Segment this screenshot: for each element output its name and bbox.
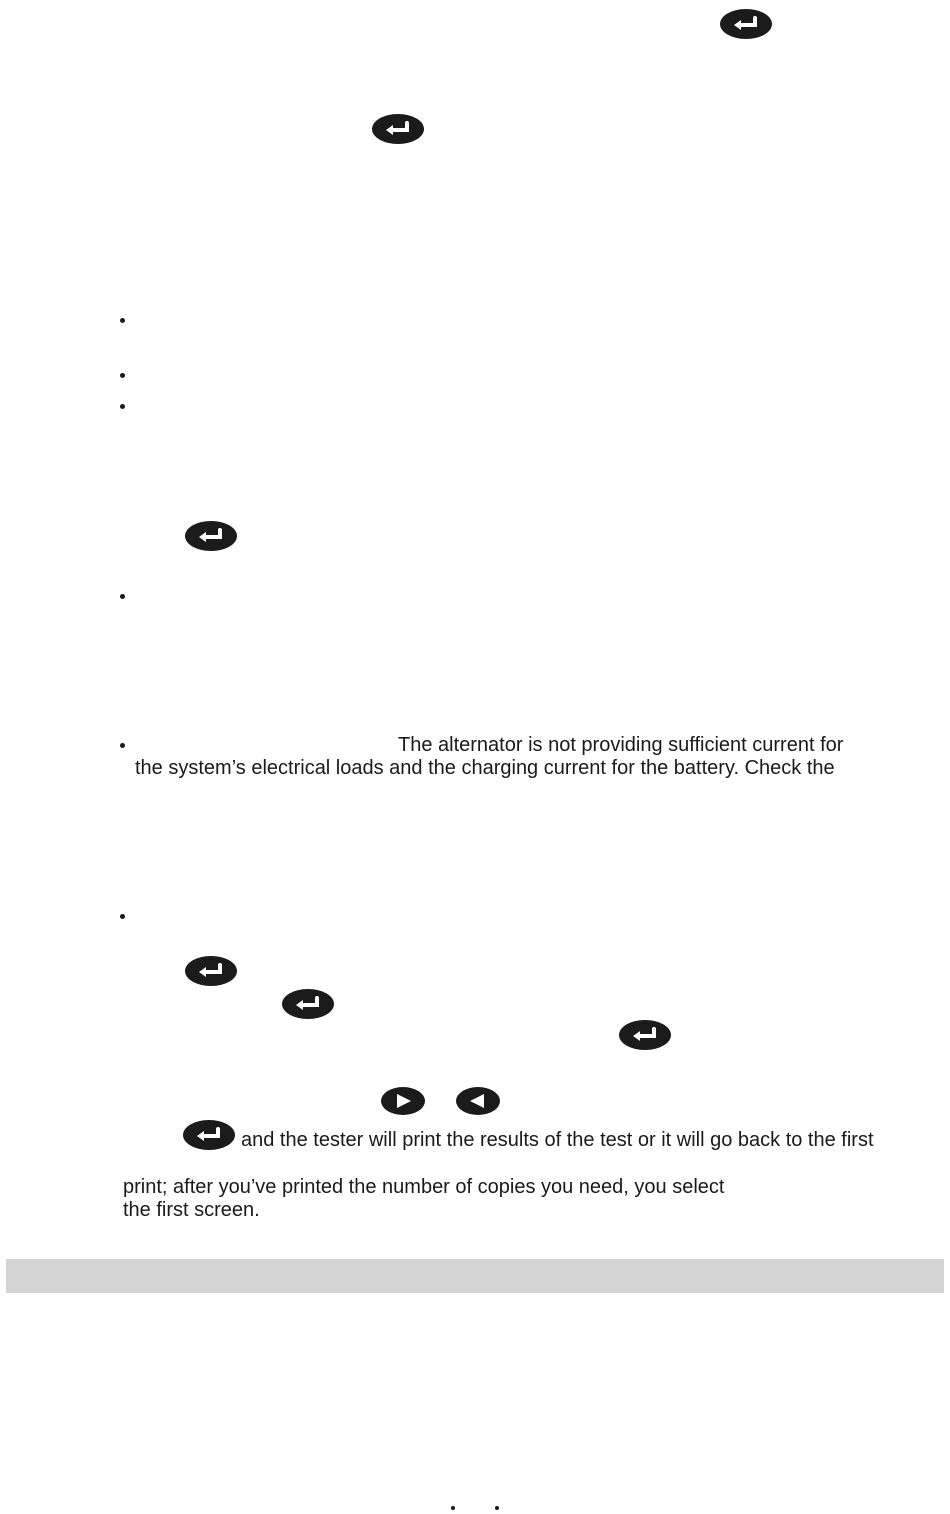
bullet-point	[120, 404, 125, 409]
enter-key-icon	[185, 956, 237, 986]
enter-key-icon	[185, 521, 237, 551]
bullet-point	[120, 743, 125, 748]
print-text-line-2: print; after you’ve printed the number of copies you need, you select	[123, 1176, 725, 1198]
print-text-line-3: the first screen.	[123, 1199, 260, 1221]
footer-dot	[451, 1506, 455, 1510]
enter-key-icon	[372, 114, 424, 144]
enter-key-icon	[282, 989, 334, 1019]
bullet-point	[120, 373, 125, 378]
enter-key-icon	[619, 1020, 671, 1050]
footer-dot	[495, 1506, 499, 1510]
print-text-line-1: and the tester will print the results of the test or it will go back to the first	[241, 1129, 874, 1151]
left-arrow-key-icon	[456, 1087, 500, 1115]
section-header-band	[6, 1259, 944, 1293]
alternator-text-line-2: the system’s electrical loads and the charging current for the battery. Check the	[135, 757, 835, 779]
alternator-text-line-1: The alternator is not providing sufficient current for	[398, 734, 844, 756]
bullet-point	[120, 914, 125, 919]
bullet-point	[120, 318, 125, 323]
enter-key-icon	[183, 1120, 235, 1150]
enter-key-icon	[720, 9, 772, 39]
bullet-point	[120, 594, 125, 599]
right-arrow-key-icon	[381, 1087, 425, 1115]
